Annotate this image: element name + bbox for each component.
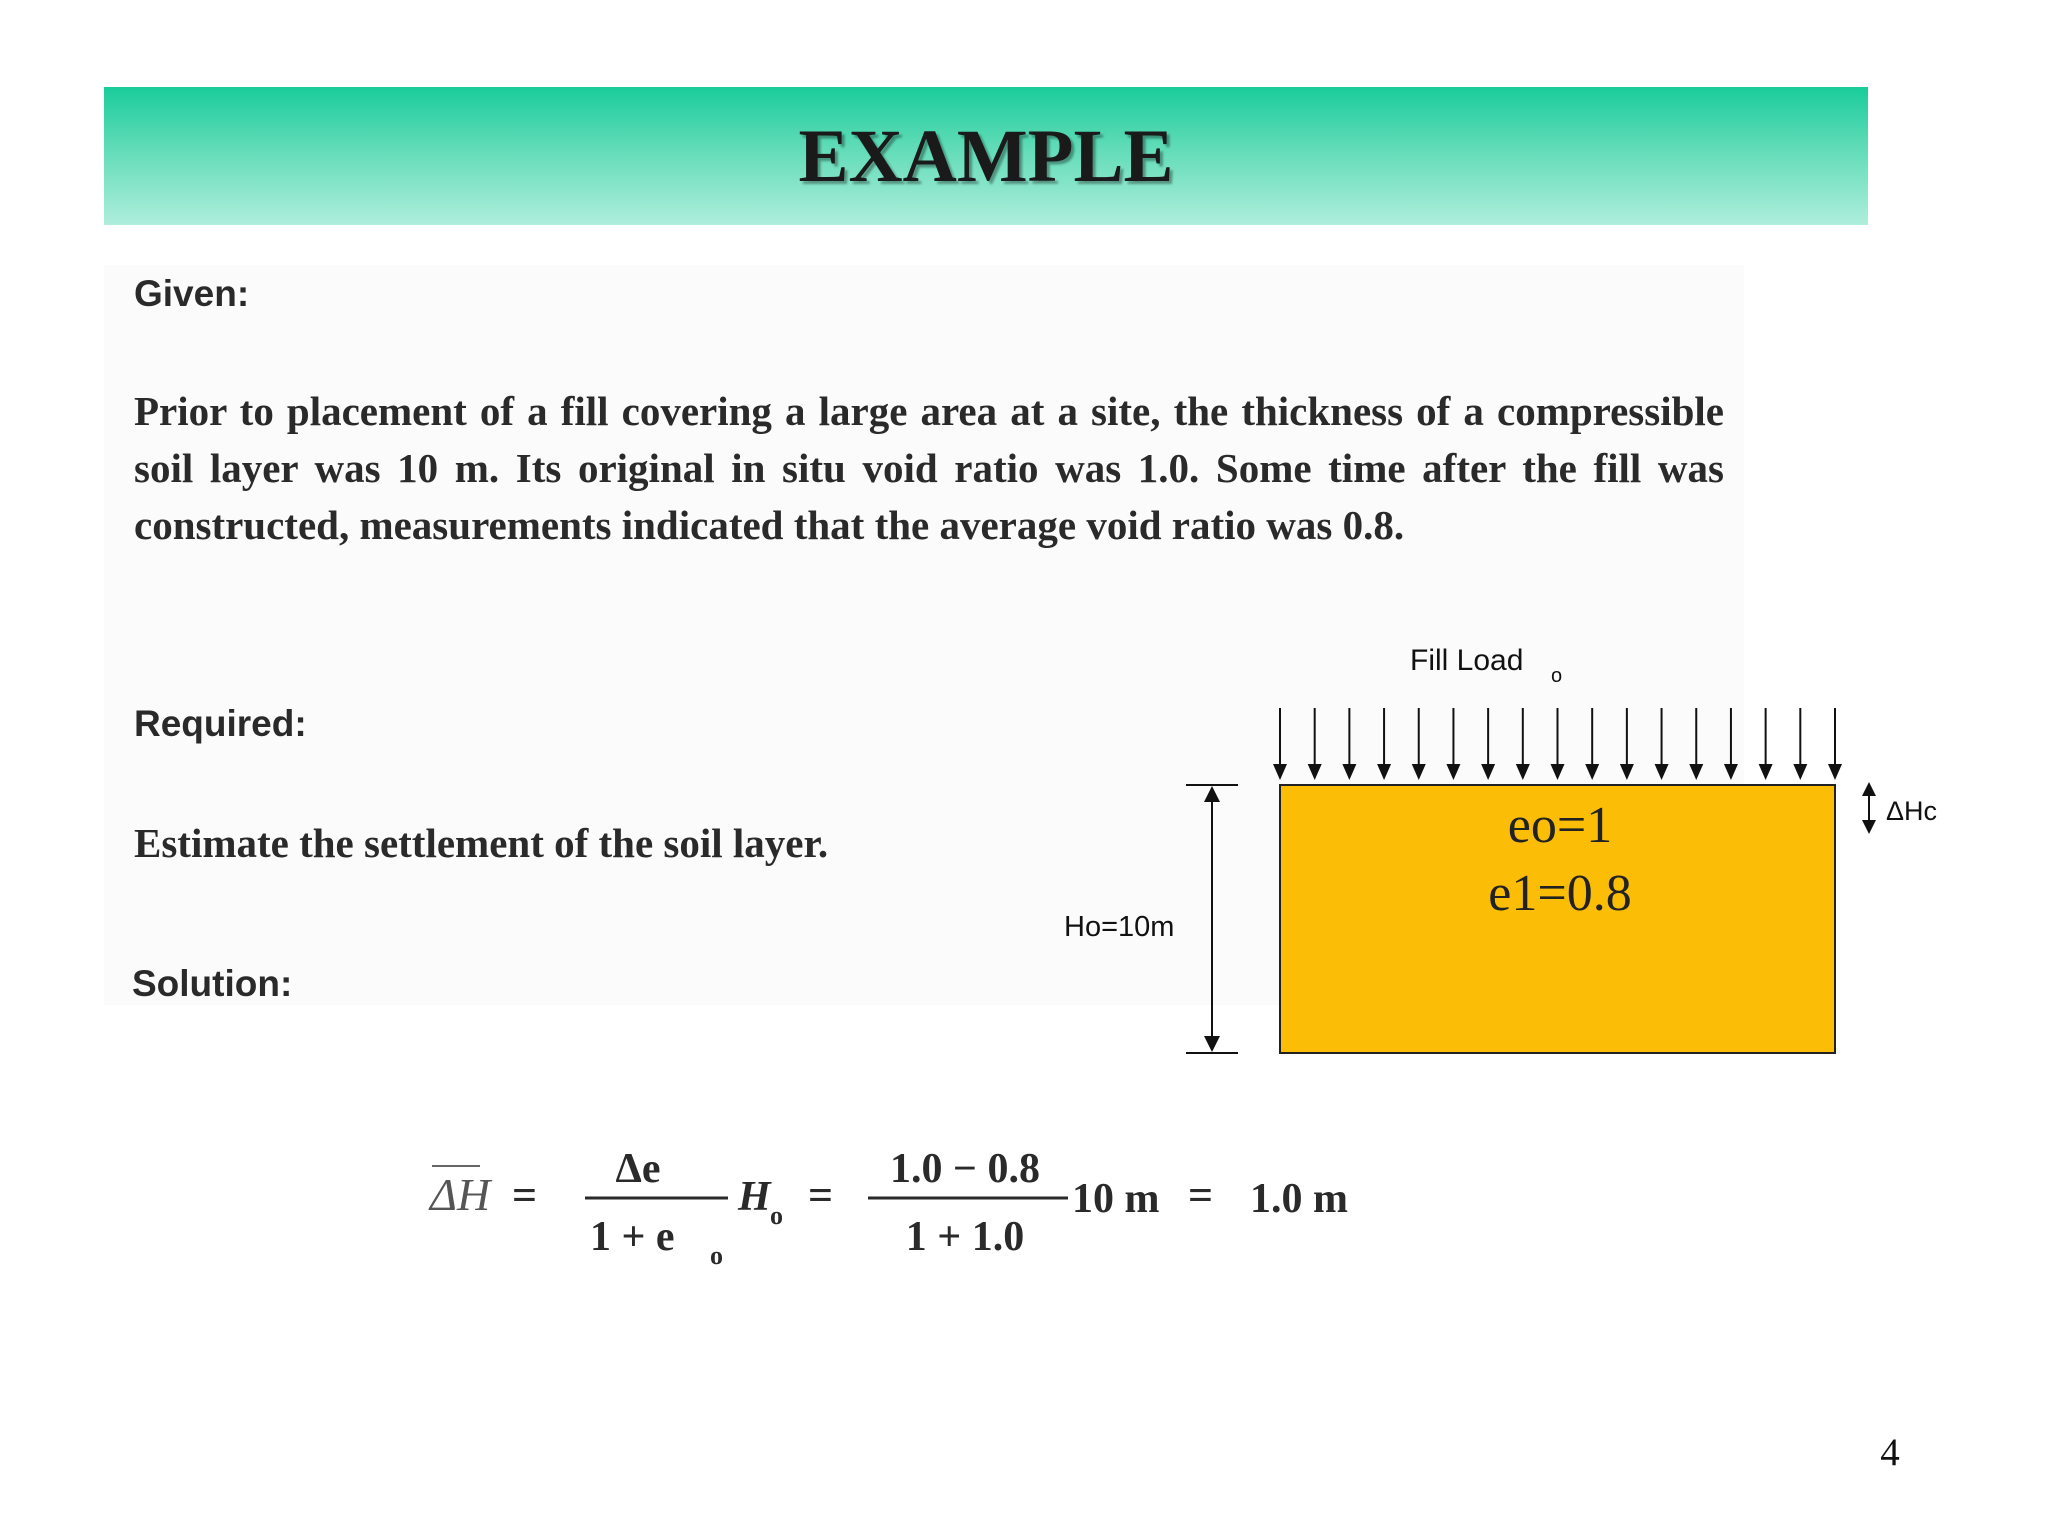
required-text: Estimate the settlement of the soil layer. (134, 820, 829, 866)
formula-multiplier: 10 m (1072, 1176, 1160, 1222)
fill-load-arrows (1273, 708, 1842, 780)
formula-frac2-denominator: 1 + 1.0 (905, 1214, 1025, 1260)
given-text: Prior to placement of a fill covering a large area at a site, the thickness of a compressible soil layer was 10 m. Its original in situ void ratio was 1.0. Some time after the fill was constructed, measurements indicated that the average void ratio was 0.8. (134, 388, 1724, 548)
load-arrow (1724, 708, 1738, 780)
formula-result: 1.0 m (1250, 1176, 1348, 1222)
settlement-label: ΔHc (1886, 796, 1938, 826)
load-arrow (1342, 708, 1356, 780)
formula-h: H (738, 1174, 771, 1220)
load-arrow (1551, 708, 1565, 780)
formula-frac1-denominator: 1 + e (590, 1214, 675, 1260)
load-arrow (1620, 708, 1634, 780)
load-arrow (1793, 708, 1807, 780)
load-arrow (1481, 708, 1495, 780)
slide-title: EXAMPLE (798, 115, 1174, 198)
title-banner (104, 87, 1868, 225)
settlement-formula (420, 1140, 1380, 1280)
load-arrow (1377, 708, 1391, 780)
fill-load-subscript: o (1551, 665, 1563, 687)
required-heading: Required: (134, 703, 307, 744)
formula-frac2-numerator: 1.0 − 0.8 (890, 1146, 1040, 1192)
height-label: Ho=10m (1064, 911, 1175, 943)
load-arrow (1516, 708, 1530, 780)
load-arrow (1446, 708, 1460, 780)
height-dimension (1186, 785, 1238, 1053)
page-number: 4 (1880, 1431, 1900, 1474)
initial-void-ratio-label: eo=1 (1507, 797, 1613, 854)
load-arrow (1273, 708, 1287, 780)
load-arrow (1828, 708, 1842, 780)
solution-heading: Solution: (132, 963, 293, 1004)
load-arrow (1308, 708, 1322, 780)
soil-layer-diagram (1040, 630, 1960, 1070)
load-arrow (1689, 708, 1703, 780)
formula-frac1-subscript: o (710, 1241, 723, 1270)
load-arrow (1655, 708, 1669, 780)
given-heading: Given: (134, 273, 250, 314)
settlement-dimension (1862, 782, 1876, 834)
formula-equals-1: = (512, 1171, 538, 1220)
formula-lhs: ΔH (430, 1169, 491, 1220)
formula-equals-2: = (808, 1171, 834, 1220)
formula-equals-3: = (1188, 1171, 1214, 1220)
fill-load-label: Fill Load (1410, 644, 1524, 677)
formula-h-subscript: o (770, 1201, 783, 1230)
load-arrow (1585, 708, 1599, 780)
formula-frac1-numerator: Δe (615, 1146, 661, 1192)
load-arrow (1412, 708, 1426, 780)
load-arrow (1759, 708, 1773, 780)
final-void-ratio-label: e1=0.8 (1488, 865, 1632, 922)
